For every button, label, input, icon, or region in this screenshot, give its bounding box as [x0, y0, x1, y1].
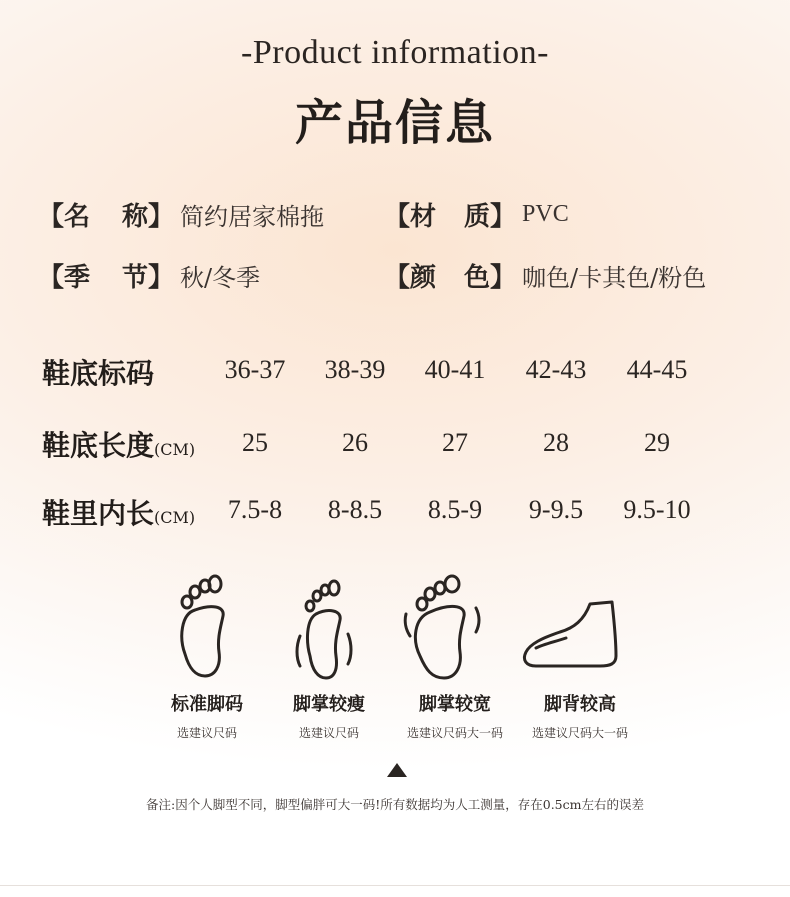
table-row-label: 鞋底长度(CM) [42, 429, 196, 462]
bottom-divider [0, 885, 790, 886]
table-cell: 9.5-10 [623, 495, 691, 524]
foot-type-title: 脚掌较宽 [419, 694, 491, 715]
foot-type-title: 标准脚码 [171, 694, 243, 715]
material-value: PVC [522, 201, 569, 227]
triangle-up-icon [386, 762, 408, 778]
info-season: 【 季 节 】 秋/冬季 [38, 257, 260, 294]
table-cell: 9-9.5 [528, 495, 584, 524]
info-color: 【 颜 色 】 咖色/卡其色/粉色 [384, 257, 706, 294]
foot-type-title: 脚掌较瘦 [293, 694, 365, 715]
slim-foot-icon [286, 576, 366, 686]
footnote: 备注:因个人脚型不同，脚型偏胖可大一码!所有数据均为人工测量，存在0.5cm左右的误差 [146, 797, 644, 812]
info-material: 【 材 质 】 PVC [384, 196, 569, 233]
table-cell: 28 [543, 428, 569, 457]
table-cell: 38-39 [324, 355, 386, 384]
foot-type-title: 脚背较高 [544, 694, 616, 715]
table-row-label: 鞋里内长(CM) [42, 497, 196, 530]
table-cell: 40-41 [424, 355, 486, 384]
color-label: 颜 色 [410, 263, 491, 293]
title-chinese: 产品信息 [294, 95, 495, 151]
color-value: 咖色/卡其色/粉色 [522, 264, 707, 292]
table-cell: 29 [644, 428, 670, 457]
table-cell: 8.5-9 [427, 495, 483, 524]
foot-type-sub: 选建议尺码大一码 [531, 726, 628, 740]
season-label: 季 节 [64, 263, 149, 293]
standard-foot-icon [165, 572, 245, 682]
foot-type-sub: 选建议尺码大一码 [406, 726, 503, 740]
name-label: 名 称 [64, 202, 149, 232]
name-value: 简约居家棉拖 [180, 203, 325, 231]
foot-type-sub: 选建议尺码 [176, 726, 237, 740]
table-cell: 42-43 [525, 355, 587, 384]
info-name: 【 名 称 】 简约居家棉拖 [38, 196, 324, 233]
table-cell: 26 [342, 428, 368, 457]
table-cell: 7.5-8 [227, 495, 283, 524]
foot-type-sub: 选建议尺码 [298, 726, 359, 740]
table-cell: 44-45 [626, 355, 688, 384]
material-label: 材 质 [410, 202, 491, 232]
title-english: -Product information- [241, 34, 549, 71]
season-value: 秋/冬季 [180, 264, 261, 292]
table-cell: 27 [442, 428, 468, 457]
table-cell: 36-37 [224, 355, 286, 384]
table-cell: 25 [242, 428, 268, 457]
table-row-label: 鞋底标码 [42, 357, 155, 390]
high-instep-foot-icon [520, 598, 624, 672]
table-cell: 8-8.5 [327, 495, 383, 524]
wide-foot-icon [400, 572, 490, 684]
